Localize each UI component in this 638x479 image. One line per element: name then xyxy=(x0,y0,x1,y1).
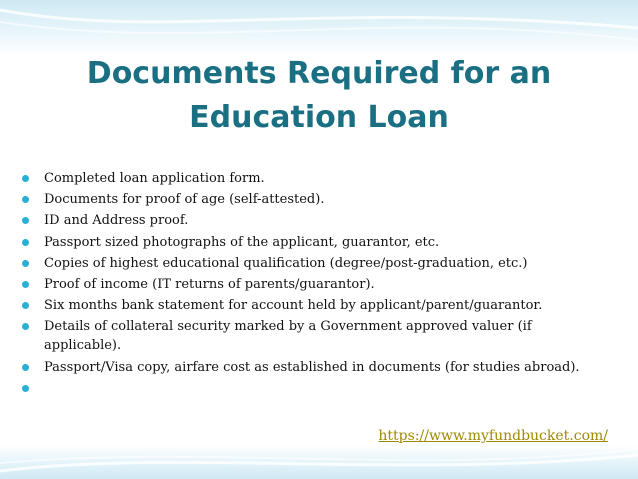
list-item-text: Passport sized photographs of the applicant, guarantor, etc. xyxy=(44,234,440,250)
list-item-text: Six months bank statement for account held by applicant/parent/guarantor. xyxy=(44,298,543,314)
list-item xyxy=(22,254,602,273)
bullet-icon xyxy=(22,196,29,203)
document-list xyxy=(22,169,602,379)
list-item-text: Copies of highest educational qualification (degree/post-graduation, etc.) xyxy=(44,255,528,271)
bullet-icon xyxy=(22,239,29,246)
list-item-text: Proof of income (IT returns of parents/guarantor). xyxy=(44,276,375,292)
list-item xyxy=(22,233,602,252)
list-item-text: Details of collateral security marked by a Government approved valuer (if applicable). xyxy=(44,319,532,354)
list-item xyxy=(22,190,602,209)
bullet-icon xyxy=(22,385,29,392)
top-decorative-band xyxy=(0,0,638,56)
list-item xyxy=(22,358,602,377)
list-item xyxy=(22,317,602,355)
bullet-icon xyxy=(22,364,29,371)
title-line-1: Documents Required for an xyxy=(86,56,552,91)
bottom-decorative-band xyxy=(0,445,638,479)
list-item-text: Completed loan application form. xyxy=(44,171,265,186)
bullet-icon xyxy=(22,281,29,288)
title-line-2: Education Loan xyxy=(189,100,449,135)
bottom-wave-decoration xyxy=(0,445,638,479)
list-item-text: ID and Address proof. xyxy=(44,213,189,229)
list-item xyxy=(22,296,602,315)
list-item-text: Documents for proof of age (self-attested). xyxy=(44,192,325,208)
list-item xyxy=(22,169,602,188)
list-item xyxy=(22,211,602,230)
top-wave-decoration xyxy=(0,0,638,56)
list-item-text: Passport/Visa copy, airfare cost as established in documents (for studies abroad). xyxy=(44,359,580,375)
website-link[interactable]: https://www.myfundbucket.com/ xyxy=(378,428,608,444)
bullet-icon xyxy=(22,217,29,224)
bullet-icon xyxy=(22,260,29,267)
bullet-icon xyxy=(22,175,29,182)
slide-title xyxy=(0,52,638,140)
bullet-icon xyxy=(22,302,29,309)
bullet-icon xyxy=(22,323,29,330)
list-item xyxy=(22,275,602,294)
